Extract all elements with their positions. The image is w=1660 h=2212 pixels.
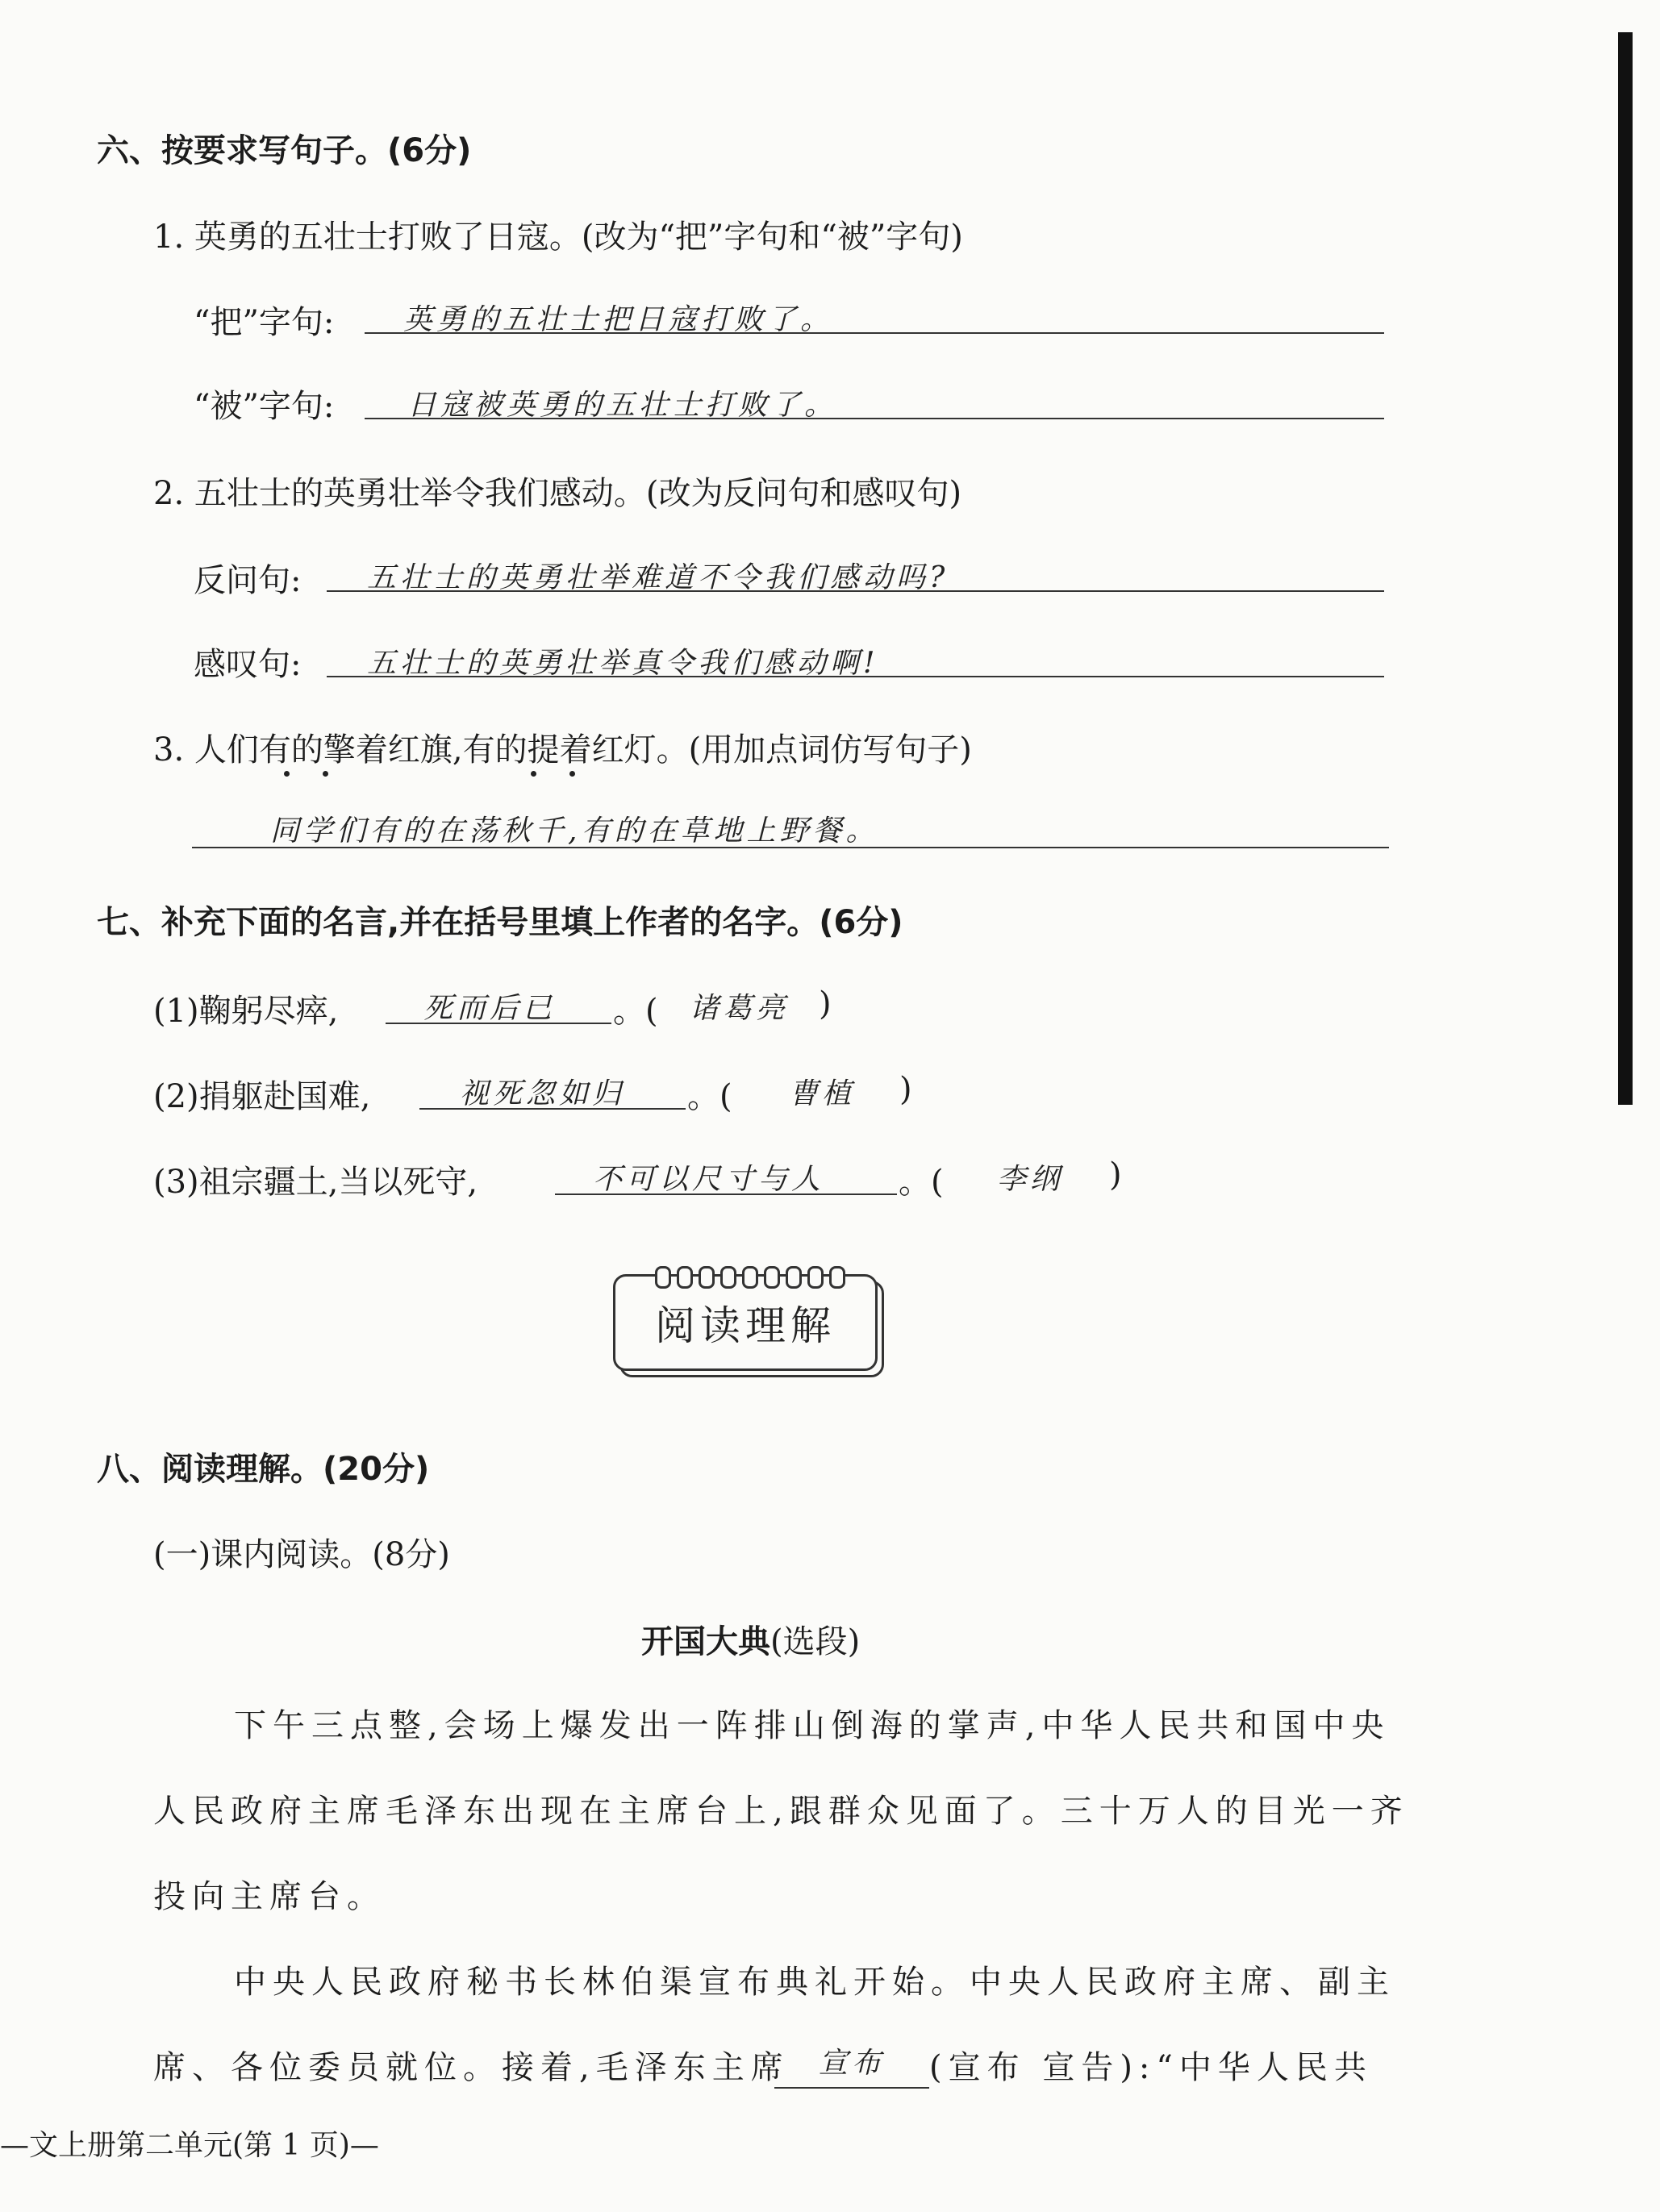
- section6-title: 六、按要求写句子。(6分): [97, 132, 472, 169]
- emphasis-dot: [569, 771, 575, 777]
- quote3-mid: 。(: [899, 1164, 944, 1201]
- quote1-mid: 。(: [613, 993, 658, 1030]
- q3-prompt: 3. 人们有的擎着红旗,有的提着红灯。(用加点词仿写句子): [153, 731, 972, 769]
- q1-prompt: 1. 英勇的五壮士打败了日寇。(改为“把”字句和“被”字句): [153, 219, 963, 256]
- passage-title-text: 开国大典: [641, 1623, 770, 1660]
- q2-prompt: 2. 五壮士的英勇壮举令我们感动。(改为反问句和感叹句): [153, 475, 962, 512]
- quote3-author: 李纲: [997, 1163, 1064, 1196]
- quote2-author: 曹植: [789, 1077, 856, 1110]
- quote3-before: (3)祖宗疆土,当以死守,: [153, 1164, 478, 1201]
- quote1-before: (1)鞠躬尽瘁,: [153, 993, 339, 1030]
- bei-sentence-label: “被”字句:: [194, 388, 335, 425]
- reading-badge-label: 阅读理解: [655, 1302, 836, 1349]
- section8-title: 八、阅读理解。(20分): [97, 1451, 430, 1488]
- ba-answer: 英勇的五壮士把日寇打败了。: [403, 303, 834, 336]
- word-choice-answer-line[interactable]: [774, 2087, 929, 2089]
- quote1-author: 诸葛亮: [690, 992, 790, 1025]
- scan-edge: [1618, 32, 1633, 1105]
- passage-line: 席、各位委员就位。接着,毛泽东主席: [153, 2049, 790, 2086]
- quote2-mid: 。(: [687, 1078, 732, 1115]
- quote1-end: ): [819, 985, 832, 1023]
- reading-badge: [613, 1266, 884, 1377]
- passage-line: 中央人民政府秘书长林伯渠宣布典礼开始。中央人民政府主席、副主: [234, 1964, 1395, 2001]
- word-choice-answer: 宣布: [819, 2047, 886, 2080]
- passage-line: 人民政府主席毛泽东出现在主席台上,跟群众见面了。三十万人的目光一齐: [153, 1793, 1409, 1830]
- rhetorical-answer: 五壮士的英勇壮举难道不令我们感动吗?: [367, 561, 949, 594]
- bei-answer: 日寇被英勇的五壮士打败了。: [407, 389, 838, 422]
- quote3-answer: 不可以尺寸与人: [593, 1163, 825, 1196]
- passage-title: [641, 1616, 860, 1662]
- exclaim-answer: 五壮士的英勇壮举真令我们感动啊!: [367, 647, 879, 680]
- quote1-answer: 死而后已: [423, 992, 557, 1025]
- passage-line: (宣布 宣告):“中华人民共: [929, 2049, 1373, 2086]
- passage-line: 投向主席台。: [153, 1878, 386, 1915]
- imitation-answer: 同学们有的在荡秋千,有的在草地上野餐。: [270, 814, 879, 848]
- ba-sentence-label: “把”字句:: [194, 304, 335, 341]
- section8-sub: (一)课内阅读。(8分): [153, 1536, 450, 1573]
- binder-rings-icon: [655, 1266, 840, 1287]
- exclaim-label: 感叹句:: [194, 646, 302, 683]
- quote2-before: (2)捐躯赴国难,: [153, 1078, 371, 1115]
- passage-line: 下午三点整,会场上爆发出一阵排山倒海的掌声,中华人民共和国中央: [234, 1707, 1391, 1744]
- rhetorical-label: 反问句:: [194, 562, 302, 599]
- quote2-end: ): [899, 1071, 912, 1108]
- emphasis-dot: [284, 771, 290, 777]
- emphasis-dot: [323, 771, 328, 777]
- passage-title-note: (选段): [770, 1623, 861, 1660]
- emphasis-dot: [531, 771, 536, 777]
- page-footer: —文上册第二单元(第 1 页)—: [0, 2129, 379, 2162]
- quote2-answer: 视死忽如归: [460, 1077, 626, 1110]
- section7-title: 七、补充下面的名言,并在括号里填上作者的名字。(6分): [97, 904, 903, 941]
- quote3-end: ): [1109, 1156, 1122, 1193]
